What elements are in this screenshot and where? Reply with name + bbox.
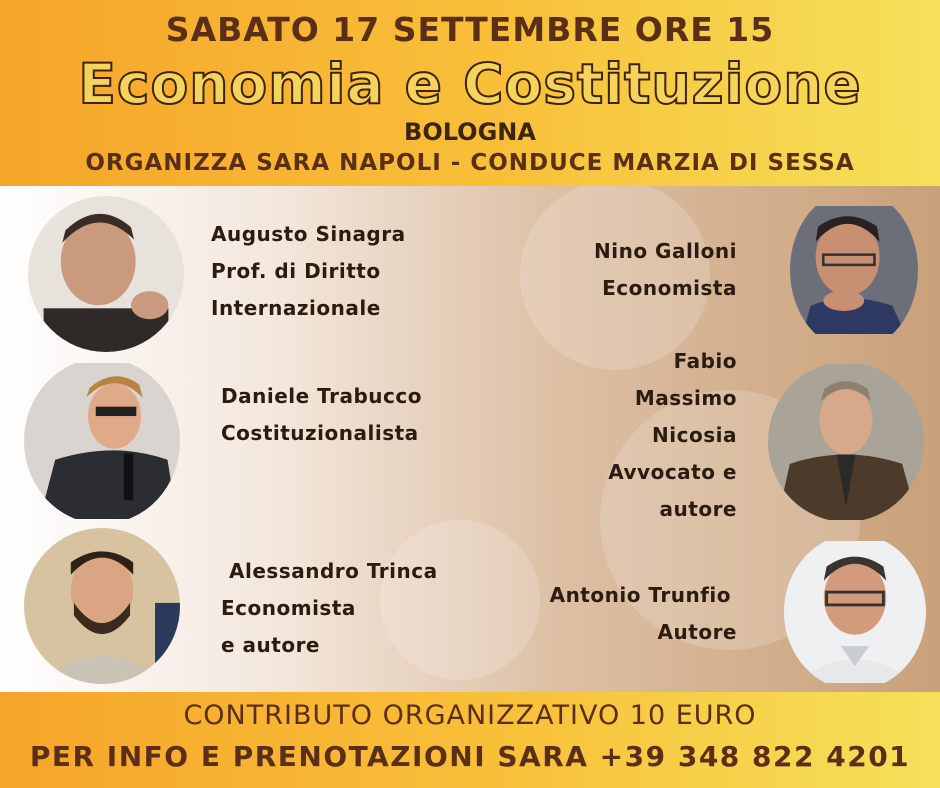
speaker-photo-galloni (790, 190, 918, 350)
speaker-name: Alessandro Trinca (229, 559, 438, 583)
speaker-role: Autore (657, 620, 737, 644)
speaker-role: e autore (221, 633, 320, 657)
speaker-name: Augusto Sinagra (211, 222, 406, 246)
speaker-name: Fabio (673, 349, 737, 373)
speaker-role: Economista (221, 596, 356, 620)
event-date: SABATO 17 SETTEMBRE ORE 15 (165, 10, 775, 49)
event-title: Economia e Costituzione (78, 52, 862, 116)
speaker-role: Internazionale (211, 296, 381, 320)
speaker-info-galloni (594, 233, 737, 307)
speaker-info-nicosia (608, 343, 737, 528)
speaker-info-sinagra (211, 216, 406, 327)
speaker-role: Avvocato e (608, 460, 737, 484)
event-city: BOLOGNA (404, 118, 536, 146)
speaker-role: Prof. di Diritto (211, 259, 381, 283)
speaker-name: Nino Galloni (594, 239, 737, 263)
speaker-name: Massimo (634, 386, 737, 410)
speaker-photo-sinagra (28, 196, 184, 352)
header-banner (0, 0, 940, 186)
speaker-photo-trunfio (784, 534, 926, 690)
contribution-text: CONTRIBUTO ORGANIZZATIVO 10 EURO (183, 700, 757, 731)
speaker-photo-trabucco (24, 358, 180, 524)
speaker-role: Economista (602, 276, 737, 300)
speaker-name: Nicosia (652, 423, 737, 447)
speaker-info-trinca (221, 553, 438, 664)
speaker-info-trunfio (549, 577, 737, 651)
speaker-photo-trinca (24, 528, 180, 684)
speaker-name: Daniele Trabucco (221, 384, 422, 408)
speaker-info-trabucco (221, 378, 422, 452)
event-organizers: ORGANIZZA SARA NAPOLI - CONDUCE MARZIA DI SESSA (85, 150, 855, 176)
speaker-role: Costituzionalista (221, 421, 419, 445)
speaker-name: Antonio Trunfio (549, 583, 731, 607)
speaker-photo-nicosia (768, 362, 924, 522)
speaker-role: autore (659, 497, 737, 521)
booking-info-text: PER INFO E PRENOTAZIONI SARA +39 348 822 4201 (29, 740, 911, 773)
